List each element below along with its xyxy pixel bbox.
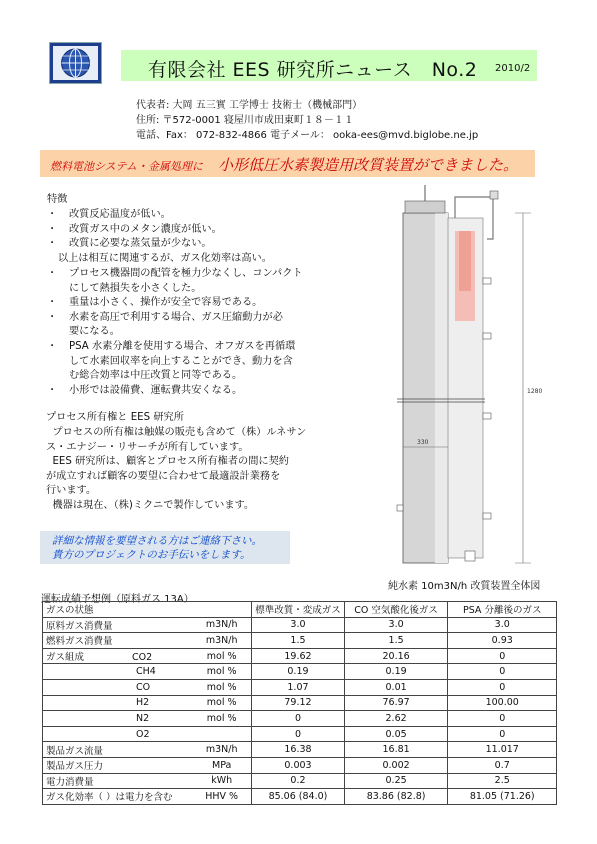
row-value: 0 [448,648,557,664]
table-row [43,617,557,633]
row-value: 0.7 [448,757,557,773]
newsletter-title: 有限会社 EES 研究所ニュース No.2 [148,59,478,81]
header-unit [192,602,252,618]
row-label: 燃料ガス消費量 [43,633,193,649]
row-unit: kWh [192,773,252,789]
row-value: 1.5 [344,633,448,649]
contact-line: 電話、Fax： 072-832-4866 電子メール： ooka-ees@mvd.biglobe.ne.jp [136,130,479,141]
row-value: 0.003 [252,757,345,773]
row-unit: mol % [192,664,252,680]
table-row [43,633,557,649]
row-label: 電力消費量 [43,773,193,789]
component-name: CH4 [136,666,156,678]
issue-date: 2010/2 [495,63,531,74]
table-row [43,679,557,695]
feature-item: ・ プロセス機器間の配管を極力少なくし、コンパクト にして熱損失を小さくした。 [47,267,303,296]
row-value: 79.12 [252,695,345,711]
row-value: 0 [448,711,557,727]
row-value: 3.0 [344,617,448,633]
header-psa-separation: PSA 分離後のガス [448,602,557,618]
row-value: 0.05 [344,726,448,742]
row-label: ガス組成 CO2 [43,648,193,664]
headline-subtitle: 燃料電池システム・金属処理に [50,160,203,173]
row-label: ガス化効率（ ）は電力を含む [43,789,193,805]
figure-caption: 純水素 10m3N/h 改質装置全体図 [388,581,541,592]
row-label [43,711,193,727]
row-value: 0 [448,726,557,742]
row-label: 原料ガス消費量 [43,617,193,633]
row-unit: mol % [192,679,252,695]
features-list-1 [47,208,222,252]
row-value: 0.25 [344,773,448,789]
row-unit: m3N/h [192,742,252,758]
component-name: O2 [136,728,150,740]
row-value: 0.01 [344,679,448,695]
row-label [43,679,193,695]
feature-item: ・ 重量は小さく、操作が安全で容易である。 [47,296,303,311]
row-value: 3.0 [448,617,557,633]
row-value: 20.16 [344,648,448,664]
ownership-heading: プロセス所有権と EES 研究所 [46,412,184,423]
row-unit [192,726,252,742]
row-value: 0.2 [252,773,345,789]
row-value: 0.002 [344,757,448,773]
row-value: 2.62 [344,711,448,727]
ownership-paragraph-3: 機器は現在、（株)ミクニで製作しています。 [52,500,255,511]
row-unit: mol % [192,648,252,664]
feature-item: ・ 改質反応温度が低い。 [47,208,222,223]
header-co-oxidation: CO 空気酸化後ガス [344,602,448,618]
row-unit: mol % [192,695,252,711]
company-logo [49,42,102,84]
table-row [43,757,557,773]
row-label [43,664,193,680]
table-header-row [43,602,557,618]
table-row [43,648,557,664]
row-unit: MPa [192,757,252,773]
row-value: 81.05 (71.26) [448,789,557,805]
row-value: 0.93 [448,633,557,649]
component-name: H2 [136,697,150,709]
row-value: 2.5 [448,773,557,789]
row-value: 1.07 [252,679,345,695]
row-unit: mol % [192,711,252,727]
component-name: N2 [136,712,150,724]
row-label [43,726,193,742]
width-dimension: 330 [417,439,429,446]
row-value: 16.81 [344,742,448,758]
table-row [43,695,557,711]
header-standard-reforming: 標準改質・変成ガス [252,602,345,618]
features-list-2 [47,267,303,398]
table-row [43,664,557,680]
table-row [43,742,557,758]
row-unit: m3N/h [192,617,252,633]
row-label: 製品ガス圧力 [43,757,193,773]
row-value: 16.38 [252,742,345,758]
features-note: 以上は相互に関連するが、ガス化効率は高い。 [58,253,272,264]
globe-logo-icon [50,43,101,83]
address-line: 住所: 〒572-0001 寝屋川市成田東町１８－１１ [136,115,354,126]
row-value: 0 [448,664,557,680]
row-unit: HHV % [192,789,252,805]
feature-item: ・ PSA 水素分離を使用する場合、オフガスを再循環 して水素回収率を向上することができ、動力を含 む総合効率は中圧改質と同等である。 [47,340,303,384]
feature-item: ・ 水素を高圧で利用する場合、ガス圧縮動力が必 要になる。 [47,311,303,340]
row-value: 0.19 [344,664,448,680]
row-value: 11.017 [448,742,557,758]
row-label: 製品ガス流量 [43,742,193,758]
row-label [43,695,193,711]
contact-box-line-1: 詳細な情報を要望される方はご連絡下さい。 [52,535,262,547]
table-row [43,773,557,789]
features-heading: 特徴 [47,194,68,205]
table-title: 運転成績予想例（原料ガス 13A） [41,594,194,605]
feature-item: ・ 小形では設備費、運転費共安くなる。 [47,384,303,399]
contact-box-line-2: 貴方のプロジェクトのお手伝いをします。 [52,549,251,561]
row-value: 100.00 [448,695,557,711]
row-value: 0 [252,711,345,727]
table-row [43,711,557,727]
feature-item: ・ 改質ガス中のメタン濃度が低い。 [47,223,222,238]
row-value: 19.62 [252,648,345,664]
ownership-paragraph-2: EES 研究所は、顧客とプロセス所有権者の間に契約 が成立すれば顧客の要望に合わせて最適設計業務を 行います。 [46,456,289,497]
representative-line: 代表者: 大岡 五三實 工学博士 技術士（機械部門） [136,100,363,111]
table-row [43,726,557,742]
equipment-drawing [375,183,550,573]
headline-main: 小形低圧水素製造用改質装置ができました。 [218,156,519,174]
component-name: CO2 [132,652,153,664]
row-unit: m3N/h [192,633,252,649]
performance-table [42,601,557,805]
component-name: CO [136,681,151,693]
table-row [43,789,557,805]
height-dimension: 1280 [527,388,543,395]
row-value: 0 [448,679,557,695]
row-value: 76.97 [344,695,448,711]
row-value: 0 [252,726,345,742]
feature-item: ・ 改質に必要な蒸気量が少ない。 [47,237,222,252]
row-value: 83.86 (82.8) [344,789,448,805]
row-value: 1.5 [252,633,345,649]
row-value: 0.19 [252,664,345,680]
ownership-paragraph-1: プロセスの所有権は触媒の販売も含めて（株）ルネサン ス・エナジー・リサーチが所有しています。 [46,427,307,453]
row-value: 85.06 (84.0) [252,789,345,805]
row-value: 3.0 [252,617,345,633]
header-gas-state: ガスの状態 [43,602,193,618]
